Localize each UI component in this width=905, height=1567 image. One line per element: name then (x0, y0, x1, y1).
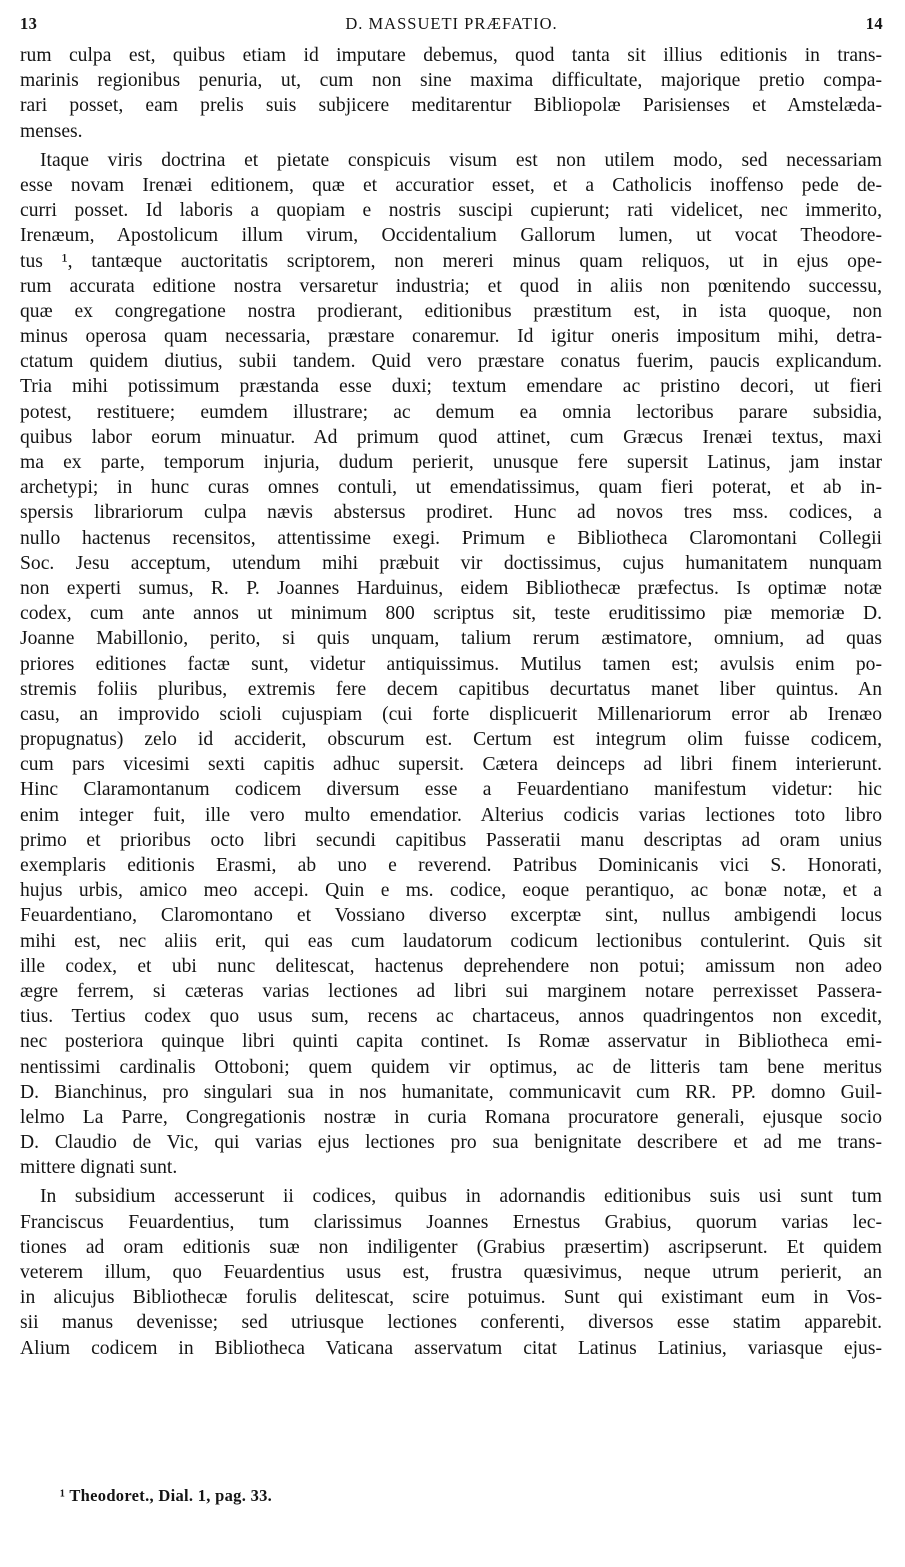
text-line: Tria mihi potissimum præstanda esse duxi; textum emendare ac pristino decori, ut fieri (20, 376, 882, 398)
text-line: D. Bianchinus, pro singulari sua in nos humanitate, communicavit cum RR. PP. domno Guil- (20, 1081, 882, 1103)
text-line: potest, restituere; eumdem illustrare; ac demum ea omnia lectoribus parare subsidia, (20, 401, 882, 423)
text-line: propugnatus) zelo id acciderit, obscurum est. Certum est integrum olim fuisse codicem, (20, 729, 882, 751)
text-line: codex, cum ante annos ut minimum 800 scriptus sit, teste eruditissimo piæ memoriæ D. (20, 603, 882, 625)
footnote: ¹ Theodoret., Dial. 1, pag. 33. (60, 1486, 273, 1505)
text-line: quibus labor eorum minuatur. Ad primum quod attinet, cum Græcus Irenæi textus, maxi (20, 426, 882, 448)
text-line: casu, an improvido scioli cujuspiam (cui forte displicuerit Millenariorum error ab Irenæo (20, 703, 882, 725)
text-line: Feuardentiano, Claromontano et Vossiano diverso excerptæ sint, nullus ambigendi locus (20, 905, 882, 927)
text-line: stremis foliis pluribus, extremis fere decem capitibus decurtatus manet liber quintus. An (20, 678, 882, 700)
text-line: sii manus devenisse; sed utriusque lectiones conferenti, diversos esse statim apparebit. (20, 1312, 882, 1334)
text-line: nullo hactenus recensitos, attentissime exegi. Primum e Bibliotheca Claromontani Collegii (20, 527, 882, 549)
text-line: nec posteriora quinque libri quinti capita continet. Is Romæ asservatur in Bibliotheca emi- (20, 1031, 882, 1053)
page-title: D. MASSUETI PRÆFATIO. (345, 14, 558, 33)
text-line: esse novam Irenæi editionem, quæ et accuratior esset, et a Catholicis inoffenso pede de- (20, 174, 882, 196)
text-line: nentissimi cardinalis Ottoboni; quem quidem vir optimus, ac de litteris tam bene meritus (20, 1056, 882, 1078)
text-line: mittere dignati sunt. (20, 1157, 178, 1179)
text-line: Franciscus Feuardentius, tum clarissimus Joannes Ernestus Grabius, quorum varias lec- (20, 1211, 882, 1233)
text-line: Itaque viris doctrina et pietate conspicuis visum est non utilem modo, sed necessariam (40, 149, 882, 171)
text-line: primo et prioribus octo libri secundi capitibus Passeratii manu descriptas ad oram unius (20, 829, 882, 851)
text-line: ille codex, et ubi nunc delitescat, hactenus deprehendere non potui; amissum non adeo (20, 955, 882, 977)
page-number-right: 14 (865, 14, 883, 33)
text-line: minus operosa quam necessaria, præstare conaremur. Id igitur oneris impositum mihi, detra- (20, 326, 882, 348)
text-line: veterem illum, quo Feuardentius usus est, frustra quæsivimus, neque utrum perierit, an (20, 1262, 882, 1283)
text-line: priores editiones factæ sunt, videtur antiquissimus. Mutilus tamen est; avulsis enim po- (20, 653, 882, 675)
text-line: Alium codicem in Bibliotheca Vaticana asservatum citat Latinus Latinius, variasque ejus- (20, 1337, 882, 1359)
text-line: Irenæum, Apostolicum illum virum, Occidentalium Gallorum lumen, ut vocat Theodore- (20, 225, 882, 247)
text-line: exemplaris editionis Erasmi, ab uno e reverend. Patribus Dominicanis vici S. Honorati, (20, 855, 882, 876)
text-line: D. Claudio de Vic, qui varias ejus lectiones pro sua benignitate describere et ad me trans- (20, 1132, 882, 1154)
text-line: marinis regionibus penuria, ut, cum non sine maxima difficultate, majorique pretio compa- (20, 70, 882, 92)
text-line: Soc. Jesu acceptum, utendum mihi præbuit vir doctissimus, cujus humanitatem nunquam (20, 552, 882, 574)
text-line: spersis librariorum culpa nævis abstersus prodiret. Hunc ad novos tres mss. codices, a (20, 502, 882, 524)
text-line: quæ ex congregatione nostra prodierant, editionibus præstitum est, in ista quoque, non (20, 300, 882, 322)
text-line: rari posset, eam prelis suis subjicere meditarentur Bibliopolæ Parisienses et Amstelæda- (20, 95, 882, 117)
text-line: non experti sumus, R. P. Joannes Harduinus, eidem Bibliothecæ præfectus. Is optimæ notæ (20, 577, 882, 599)
text-line: ægre ferrem, si cæteras varias lectiones ad libri sui marginem notare perrexisset Passera- (20, 980, 882, 1002)
text-line: mihi est, nec aliis erit, qui eas cum laudatorum codicum lectionibus contulerint. Quis sit (20, 930, 882, 952)
text-line: lelmo La Parre, Congregationis nostræ in curia Romana procuratore generali, ejusque socio (20, 1106, 882, 1128)
text-line: archetypi; in hunc curas omnes contuli, ut emendatissimus, quam fieri poterat, et ab in- (20, 477, 882, 499)
text-line: ma ex parte, temporum injuria, dudum perierit, unusque fere supersit Latinus, jam instar (20, 452, 882, 473)
text-line: hujus urbis, amico meo accepi. Quin e ms. codice, eoque perantiquo, ac bonæ notæ, et a (20, 880, 882, 902)
text-line: rum culpa est, quibus etiam id imputare debemus, quod tanta sit illius editionis in trans- (20, 45, 882, 66)
text-line: In subsidium accesserunt ii codices, quibus in adornandis editionibus suis usi sunt tum (40, 1186, 882, 1208)
running-head (20, 14, 883, 38)
text-line: tiones ad oram editionis suæ non indiligenter (Grabius præsertim) ascripserunt. Et quidem (20, 1236, 882, 1258)
text-line: Hinc Claramontanum codicem diversum esse a Feuardentiano manifestum videtur: hic (20, 779, 882, 801)
text-line: Joanne Mabillonio, perito, si quis unquam, talium rerum æstimatore, omnium, ad quas (20, 628, 882, 650)
text-line: tius. Tertius codex quo usus sum, recens ac chartaceus, annos quadringentos non excedit, (20, 1006, 882, 1028)
text-line: cum pars vicesimi sexti capitis adhuc supersit. Cætera deinceps ad libri finem interierunt. (20, 754, 882, 776)
text-line: enim integer fuit, ille vero multo emendatior. Alterius codicis varias lectiones toto libro (20, 804, 882, 826)
text-line: menses. (20, 120, 83, 142)
text-line: rum accurata editione nostra versaretur industria; et quod in aliis non pœnitendo successu, (20, 275, 882, 297)
text-line: ctatum quidem diutius, subii tandem. Quid vero præstare conatus fuerim, paucis explicandum. (20, 351, 882, 373)
page-number-left: 13 (20, 14, 38, 33)
text-line: tus ¹, tantæque auctoritatis scriptorem, non mereri minus quam reliquos, ut in ejus ope- (20, 250, 882, 272)
text-line: in alicujus Bibliothecæ forulis delitescat, scire potuimus. Sunt qui existimant eum in Vos- (20, 1287, 882, 1309)
body-text (20, 43, 882, 1361)
text-line: curri posset. Id laboris a quopiam e nostris suscipi cupierunt; rati videlicet, nec immerito, (20, 200, 882, 222)
